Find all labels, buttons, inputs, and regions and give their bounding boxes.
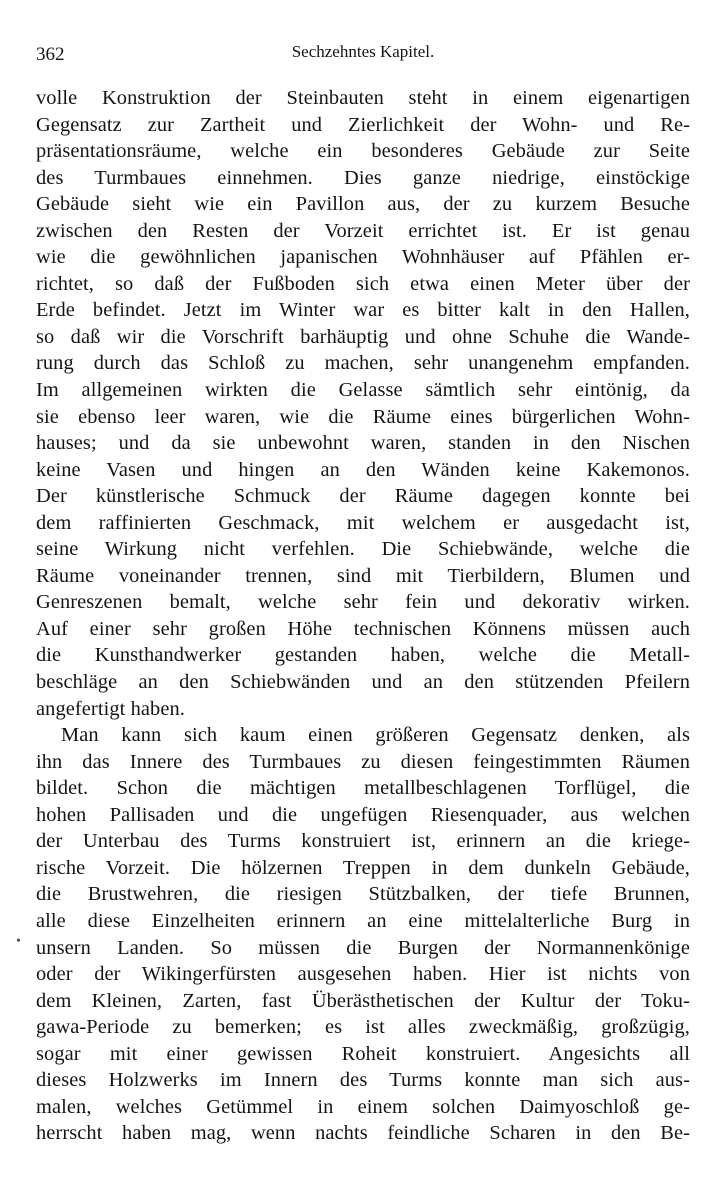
text-line: sie ebenso leer waren, wie die Räume eines bürgerlichen Wohn- (36, 405, 690, 428)
text-line: Gebäude sieht wie ein Pavillon aus, der zu kurzem Besuche (36, 193, 690, 216)
text-line: sogar mit einer gewissen Roheit konstruiert. Angesichts all (36, 1042, 690, 1065)
text-line: seine Wirkung nicht verfehlen. Die Schiebwände, welche die (36, 538, 690, 561)
text-line: herrscht haben mag, wenn nachts feindliche Scharen in den Be- (36, 1122, 690, 1145)
margin-mark: • (16, 934, 21, 949)
text-line: dem raffinierten Geschmack, mit welchem er ausgedacht ist, (36, 511, 690, 534)
text-line: hauses; und da sie unbewohnt waren, standen in den Nischen (36, 432, 690, 455)
text-line: rische Vorzeit. Die hölzernen Treppen in dem dunkeln Gebäude, (36, 856, 690, 879)
text-line: präsentationsräume, welche ein besonderes Gebäude zur Seite (36, 140, 690, 163)
body-text (36, 85, 690, 1147)
text-line: Gegensatz zur Zartheit und Zierlichkeit der Wohn- und Re- (36, 113, 690, 136)
paragraph-end-line: angefertigt haben. (36, 697, 185, 720)
page-number: 362 (36, 44, 65, 65)
text-line: Auf einer sehr großen Höhe technischen Könnens müssen auch (36, 617, 690, 640)
text-line: so daß wir die Vorschrift barhäuptig und ohne Schuhe die Wande- (36, 325, 690, 348)
text-line: ihn das Innere des Turmbaues zu diesen feingestimmten Räumen (36, 750, 690, 773)
text-line: richtet, so daß der Fußboden sich etwa einen Meter über der (36, 272, 690, 295)
paragraph-start-line: Man kann sich kaum einen größeren Gegensatz denken, als (61, 724, 690, 747)
text-line: wie die gewöhnlichen japanischen Wohnhäuser auf Pfählen er- (36, 246, 690, 269)
text-line: Erde befindet. Jetzt im Winter war es bitter kalt in den Hallen, (36, 299, 690, 322)
text-line: Im allgemeinen wirkten die Gelasse sämtlich sehr eintönig, da (36, 379, 690, 402)
text-line: oder der Wikingerfürsten ausgesehen haben. Hier ist nichts von (36, 963, 690, 986)
text-line: beschläge an den Schiebwänden und an den stützenden Pfeilern (36, 671, 690, 694)
text-line: Genreszenen bemalt, welche sehr fein und dekorativ wirken. (36, 591, 690, 614)
text-line: gawa-Periode zu bemerken; es ist alles zweckmäßig, großzügig, (36, 1016, 690, 1039)
text-line: des Turmbaues einnehmen. Dies ganze niedrige, einstöckige (36, 166, 690, 189)
text-line: Der künstlerische Schmuck der Räume dagegen konnte bei (36, 485, 690, 508)
text-line: bildet. Schon die mächtigen metallbeschlagenen Torflügel, die (36, 777, 690, 800)
text-line: die Kunsthandwerker gestanden haben, welche die Metall- (36, 644, 690, 667)
text-line: rung durch das Schloß zu machen, sehr unangenehm empfanden. (36, 352, 690, 375)
text-line: keine Vasen und hingen an den Wänden keine Kakemonos. (36, 458, 690, 481)
page-header (36, 36, 690, 66)
running-head: Sechzehntes Kapitel. (291, 42, 435, 61)
text-line: alle diese Einzelheiten erinnern an eine mittelalterliche Burg in (36, 909, 690, 932)
text-line: zwischen den Resten der Vorzeit errichtet ist. Er ist genau (36, 219, 690, 242)
text-line: der Unterbau des Turms konstruiert ist, erinnern an die kriege- (36, 830, 690, 853)
text-line: volle Konstruktion der Steinbauten steht in einem eigenartigen (36, 87, 690, 109)
text-line: malen, welches Getümmel in einem solchen Daimyoschloß ge- (36, 1095, 690, 1118)
text-line: unsern Landen. So müssen die Burgen der Normannenkönige (36, 936, 690, 959)
text-line: hohen Pallisaden und die ungefügen Riesenquader, aus welchen (36, 803, 690, 826)
text-line: dem Kleinen, Zarten, fast Überästhetischen der Kultur der Toku- (36, 989, 690, 1012)
text-line: die Brustwehren, die riesigen Stützbalken, der tiefe Brunnen, (36, 883, 690, 906)
text-line: dieses Holzwerks im Innern des Turms konnte man sich aus- (36, 1069, 690, 1092)
text-line: Räume voneinander trennen, sind mit Tierbildern, Blumen und (36, 564, 690, 587)
